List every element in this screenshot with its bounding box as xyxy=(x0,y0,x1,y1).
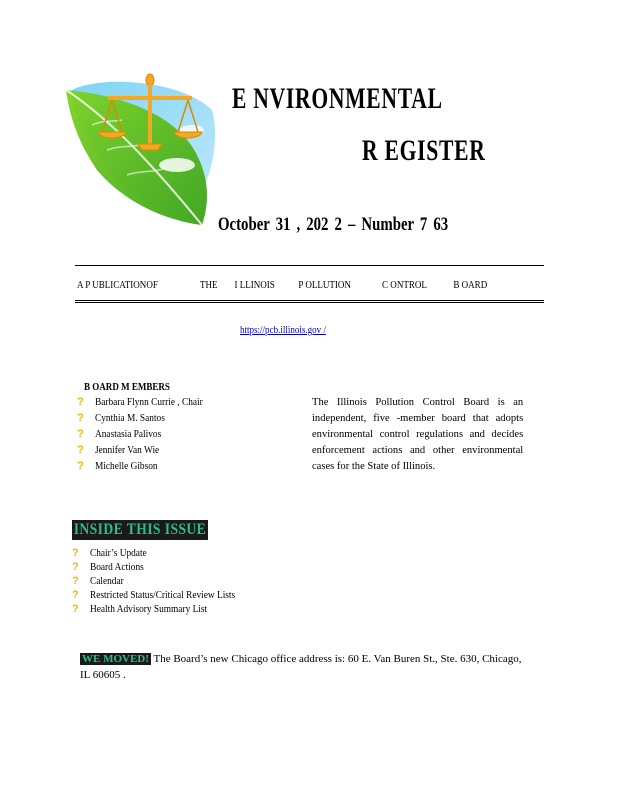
list-item: ? Restricted Status/Critical Review Lists xyxy=(72,589,236,601)
moved-notice xyxy=(80,651,530,683)
leaf-scales-logo-icon xyxy=(62,70,222,230)
question-bullet-icon: ? xyxy=(72,589,79,601)
pub-seg-5: B OARD xyxy=(453,279,488,291)
list-item: ? Calendar xyxy=(72,575,124,587)
list-item: ? Board Actions xyxy=(72,561,144,573)
list-item: ? Jennifer Van Wie xyxy=(77,444,160,456)
question-bullet-icon: ? xyxy=(77,412,84,424)
board-description: The Illinois Pollution Control Board is an independent, five -member board that adopts environmental control regulations and decides enforcement actions and other environmental cases for the State of Illinois. xyxy=(312,396,524,472)
list-item: ? Chair’s Update xyxy=(72,547,147,559)
pub-seg-0: A P UBLICATIONOF xyxy=(77,279,158,291)
question-bullet-icon: ? xyxy=(77,444,84,456)
website-link[interactable]: https://pcb.illinois.gov / xyxy=(240,324,326,336)
moved-notice-text: The Board’s new Chicago office address is: 60 E. Van Buren St., Ste. 630, Chicago, IL 60605 . xyxy=(80,653,522,681)
list-item: ? Cynthia M. Santos xyxy=(77,412,165,424)
question-bullet-icon: ? xyxy=(77,396,84,408)
question-bullet-icon: ? xyxy=(77,460,84,472)
board-members-heading: B OARD M EMBERS xyxy=(84,381,170,393)
issue-dateline: October 31 , 202 2 – Number 7 63 xyxy=(218,214,449,235)
question-bullet-icon: ? xyxy=(72,547,79,559)
pub-seg-3: P OLLUTION xyxy=(298,279,351,291)
bottom-rule xyxy=(75,300,544,303)
inside-this-issue-heading: INSIDE THIS ISSUE xyxy=(73,521,207,538)
pub-seg-4: C ONTROL xyxy=(382,279,427,291)
list-item: ? Barbara Flynn Currie , Chair xyxy=(77,396,203,408)
question-bullet-icon: ? xyxy=(72,575,79,587)
list-item: ? Health Advisory Summary List xyxy=(72,603,208,615)
board-members-list xyxy=(77,394,222,474)
pub-seg-2: I LLINOIS xyxy=(234,279,275,291)
masthead-title-line1: E NVIRONMENTAL xyxy=(232,82,443,115)
inside-issue-list xyxy=(72,546,261,616)
we-moved-label: WE MOVED! xyxy=(82,653,149,665)
list-item: ? Anastasia Palivos xyxy=(77,428,162,440)
top-rule xyxy=(75,265,544,266)
list-item: ? Michelle Gibson xyxy=(77,460,158,472)
question-bullet-icon: ? xyxy=(72,561,79,573)
question-bullet-icon: ? xyxy=(77,428,84,440)
pub-seg-1: THE xyxy=(200,279,218,291)
question-bullet-icon: ? xyxy=(72,603,79,615)
publication-line xyxy=(77,279,487,291)
masthead-title-line2: R EGISTER xyxy=(362,134,486,167)
